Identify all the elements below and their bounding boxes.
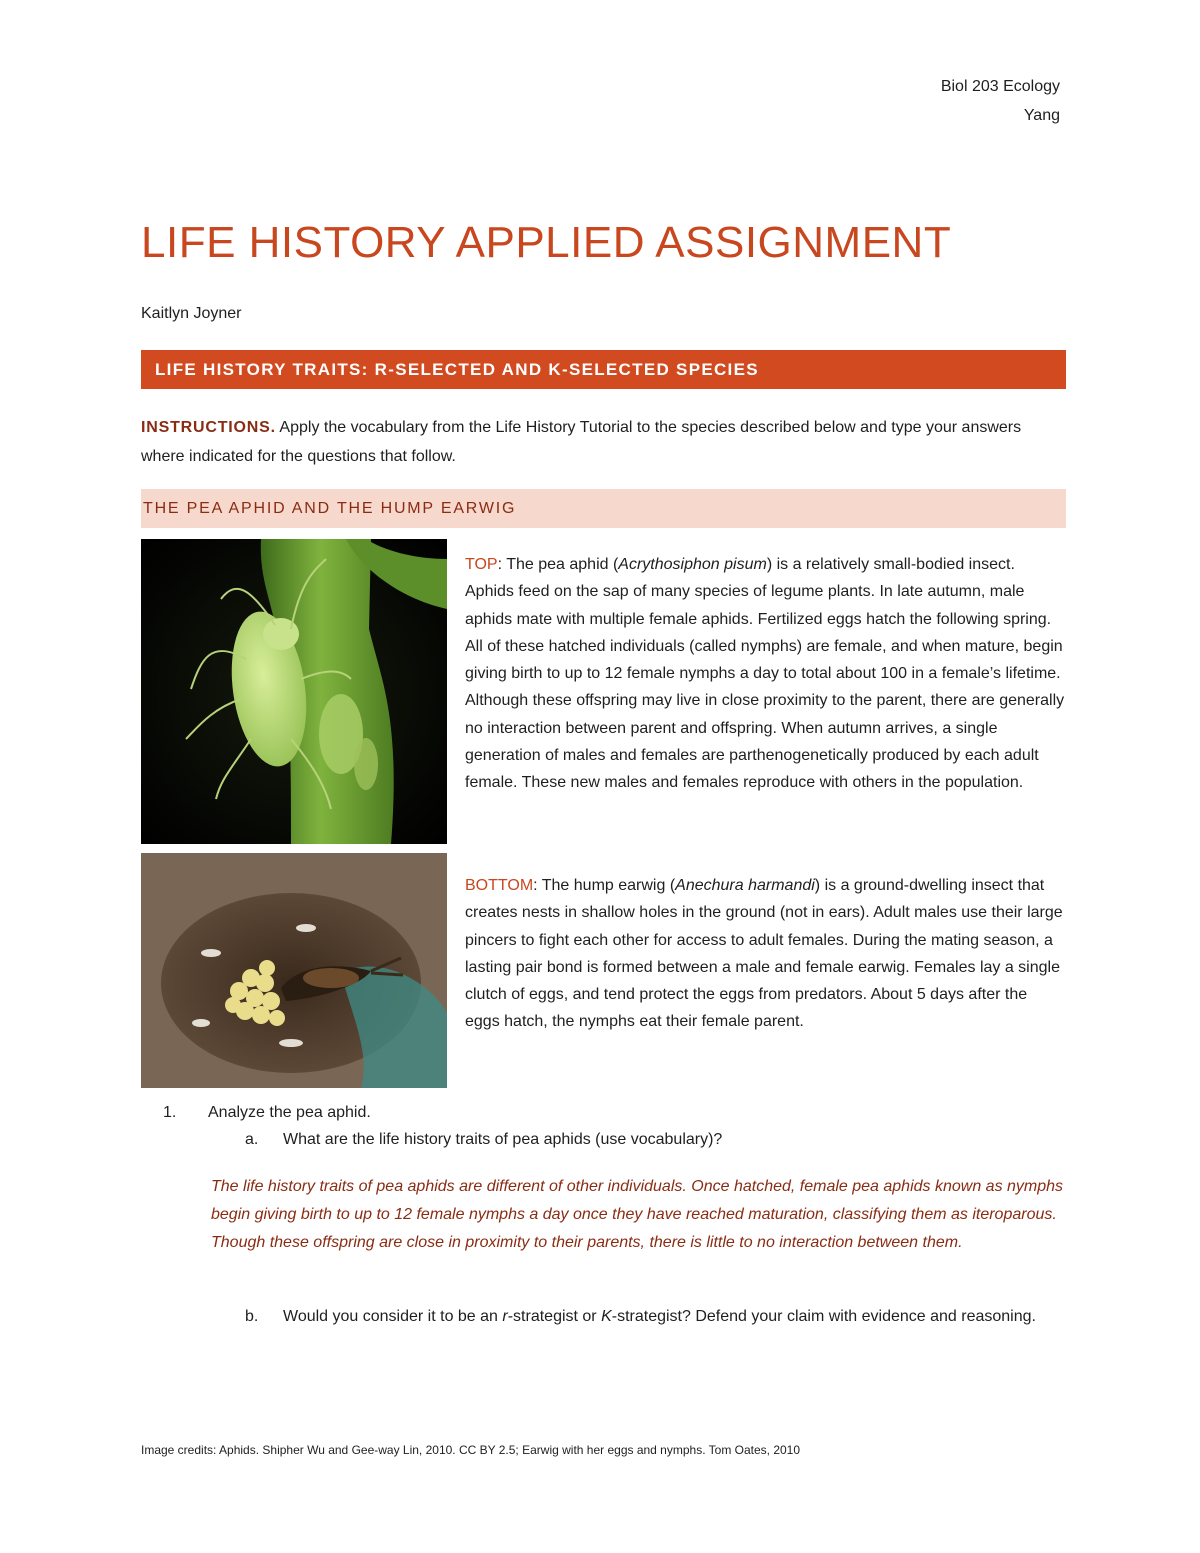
course-name: Biol 203 Ecology (940, 78, 1060, 95)
qb-post: -strategist? Defend your claim with evidence and reasoning. (611, 1308, 1036, 1325)
author-name: Kaitlyn Joyner (141, 305, 242, 322)
pea-aphid-photo (141, 539, 447, 844)
hump-earwig-photo (141, 853, 447, 1088)
subsection-heading: THE PEA APHID AND THE HUMP EARWIG (141, 489, 1066, 528)
subquestion-letter: a. (245, 1131, 259, 1148)
top-lead: : The pea aphid ( (497, 556, 619, 573)
earwig-species-name: Anechura harmandi (675, 877, 815, 894)
instructions-text: Apply the vocabulary from the Life History Tutorial to the species described below and type your answers where indicated for the questions that follow. (141, 419, 1022, 465)
question-1a (245, 1126, 722, 1154)
pea-aphid-species-name: Acrythosiphon pisum (618, 556, 767, 573)
question-number: 1. (163, 1104, 177, 1121)
r-italic: r (502, 1308, 508, 1325)
subquestion-letter: b. (245, 1308, 259, 1325)
page-header (941, 72, 1060, 130)
bottom-label: BOTTOM (465, 877, 534, 894)
image-credits: Image credits: Aphids. Shipher Wu and Gee-way Lin, 2010. CC BY 2.5; Earwig with her eggs and nymphs. Tom Oates, 2010 (141, 1443, 801, 1457)
instructions-label: INSTRUCTIONS. (141, 419, 276, 436)
question-1 (163, 1099, 371, 1127)
k-italic: K (601, 1308, 612, 1325)
top-body: ) is a relatively small-bodied insect. Aphids feed on the sap of many species of legume plants. In late autumn, male aphids mate with multiple female aphids. Fertilized eggs hatch the following spring. All of these hatched individuals (called nymphs) are female, and when mature, begin giving birth to up to 12 female nymphs a day to total about 100 in a female’s lifetime. Although these offspring may live in close proximity to the parent, there are generally no interaction between parent and offspring. When autumn arrives, a single generation of males and females are parthenogenetically produced by each adult female. These new males and females reproduce with others in the population. (465, 556, 1065, 792)
subquestion-text (283, 1302, 1065, 1331)
top-label: TOP (465, 556, 498, 573)
question-1b (245, 1302, 1065, 1331)
answer-1a[interactable]: The life history traits of pea aphids are different of other individuals. Once hatched, female pea aphids known as nymphs begin giving birth to up to 12 female nymphs a day once they have reached maturation, classifying them as iteroparous. Though these offspring are close in proximity to their parents, there is little to no interaction between them. (211, 1178, 1064, 1251)
bottom-lead: : The hump earwig ( (533, 877, 676, 894)
section-heading: LIFE HISTORY TRAITS: R-SELECTED AND K-SELECTED SPECIES (141, 350, 1066, 389)
pea-aphid-description (465, 551, 1065, 797)
hump-earwig-description (465, 872, 1065, 1036)
question-text: Analyze the pea aphid. (208, 1104, 371, 1121)
bottom-body: ) is a ground-dwelling insect that creates nests in shallow holes in the ground (not in ears). Adult males use their large pincers to fight each other for access to adult females. During the mating season, a lasting pair bond is formed between a male and female earwig. Females lay a single clutch of eggs, and tend protect the eggs from predators. About 5 days after the eggs hatch, the nymphs eat their female parent. (465, 877, 1063, 1031)
subquestion-text: What are the life history traits of pea aphids (use vocabulary)? (283, 1131, 723, 1148)
qb-pre: Would you consider it to be an (283, 1308, 503, 1325)
document-title: LIFE HISTORY APPLIED ASSIGNMENT (141, 218, 952, 267)
instructions-paragraph (141, 413, 1066, 471)
instructor-name: Yang (1023, 107, 1060, 124)
qb-mid: -strategist or (507, 1308, 602, 1325)
